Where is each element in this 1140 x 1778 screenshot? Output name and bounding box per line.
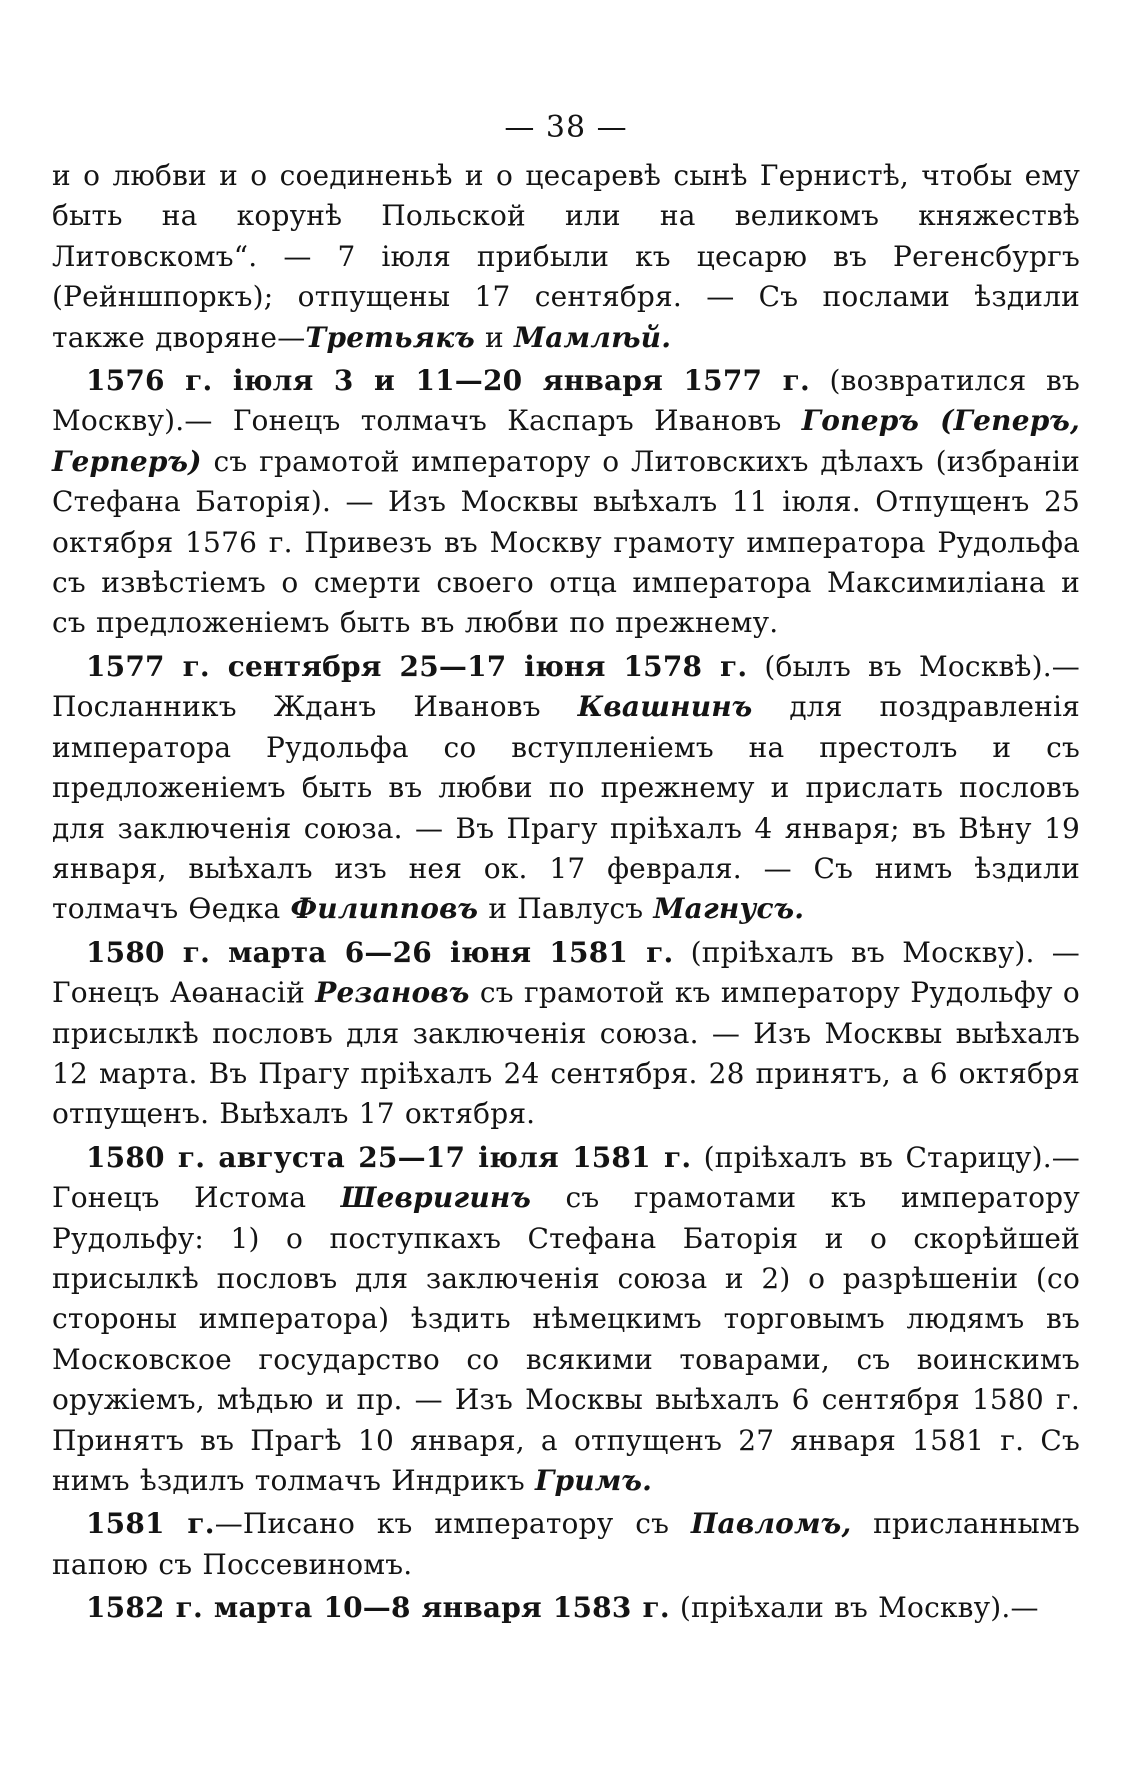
- text-run: (пріѣхалъ въ Москву). — Гонецъ Аөанасій: [52, 935, 1080, 1010]
- paragraph-p1: [52, 361, 1080, 644]
- person-name: Магнусъ.: [653, 892, 805, 926]
- text-run: (былъ въ Москвѣ).—Посланникъ Жданъ Ивановъ: [52, 649, 1080, 724]
- text-run: съ грамотой императору о Литовскихъ дѣлахъ (избраніи Стефана Баторія). — Изъ Москвы выѣхалъ 11 іюля. Отпущенъ 25 октября 1576 г. Привезъ въ Москву грамоту императора Рудольфа съ извѣстіемъ о смерти своего отца императора Максимиліана и съ предложеніемъ быть въ любви по прежнему.: [52, 444, 1080, 640]
- person-name: Шевригинъ: [340, 1181, 532, 1215]
- person-name: Филипповъ: [290, 892, 479, 926]
- person-name: Гримъ.: [534, 1464, 653, 1497]
- document-page: [52, 108, 1080, 1632]
- paragraph-p6: [52, 1588, 1080, 1628]
- text-run: (пріѣхали въ Москву).—: [669, 1591, 1039, 1625]
- person-name: Мамлѣй.: [514, 320, 672, 354]
- paragraph-p0: [52, 156, 1080, 358]
- text-run: для поздравленія императора Рудольфа со вступленіемъ на престолъ и съ предложеніемъ быть въ любви по прежнему и прислать пословъ для заключенія союза. — Въ Прагу пріѣхалъ 4 января; въ Вѣну 19 января, выѣхалъ изъ нея ок. 17 февраля. — Съ нимъ ѣздили толмачъ Өедка: [52, 690, 1080, 926]
- entry-date: 1576 г. іюля 3 и 11—20 января 1577 г.: [86, 364, 810, 398]
- text-run: —Писано къ императору съ: [214, 1507, 691, 1541]
- person-name: Резановъ: [315, 976, 470, 1010]
- paragraph-p4: [52, 1138, 1080, 1502]
- entry-date: 1581 г.: [86, 1507, 215, 1541]
- entry-date: 1582 г. марта 10—8 января 1583 г.: [86, 1591, 670, 1625]
- text-run: и о любви и о соединеньѣ и о цесаревѣ сынѣ Гернистѣ, чтобы ему быть на корунѣ Польской или на великомъ княжествѣ Литовскомъ“. — 7 іюля прибыли къ цесарю въ Регенсбургъ (Рейншпоркъ); отпущены 17 сентября. — Съ послами ѣздили также дворяне—: [52, 159, 1080, 354]
- person-name: Третьякъ: [305, 320, 475, 354]
- text-run: присланнымъ папою съ Поссевиномъ.: [52, 1507, 1080, 1581]
- entry-date: 1580 г. марта 6—26 іюня 1581 г.: [86, 935, 674, 969]
- text-run: (возвратился въ Москву).— Гонецъ толмачъ Каспаръ Ивановъ: [52, 364, 1080, 438]
- document-body: [52, 156, 1080, 1629]
- person-name: Гоперъ (Геперъ, Герперъ): [52, 404, 1080, 478]
- text-run: и Павлусъ: [478, 892, 654, 926]
- person-name: Павломъ,: [690, 1507, 852, 1541]
- text-run: съ грамотами къ императору Рудольфу: 1) о поступкахъ Стефана Баторія и о скорѣйшей присылкѣ пословъ для заключенія союза и 2) о разрѣшеніи (со стороны императора) ѣздить нѣмецкимъ торговымъ людямъ въ Московское государство со всякими товарами, съ воинскимъ оружіемъ, мѣдью и пр. — Изъ Москвы выѣхалъ 6 сентября 1580 г. Принятъ въ Прагѣ 10 января, а отпущенъ 27 января 1581 г. Съ нимъ ѣздилъ толмачъ Индрикъ: [52, 1181, 1080, 1497]
- text-run: (пріѣхалъ въ Старицу).— Гонецъ Истома: [52, 1140, 1081, 1215]
- paragraph-p3: [52, 933, 1080, 1135]
- person-name: Квашнинъ: [577, 690, 753, 724]
- text-run: и: [474, 320, 515, 354]
- entry-date: 1580 г. августа 25—17 іюля 1581 г.: [86, 1140, 692, 1174]
- paragraph-p2: [52, 647, 1080, 930]
- paragraph-p5: [52, 1504, 1080, 1585]
- entry-date: 1577 г. сентября 25—17 іюня 1578 г.: [86, 649, 748, 683]
- text-run: съ грамотой къ императору Рудольфу о присылкѣ пословъ для заключенія союза. — Изъ Москвы выѣхалъ 12 марта. Въ Прагу пріѣхалъ 24 сентября. 28 принятъ, а 6 октября отпущенъ. Выѣхалъ 17 октября.: [52, 976, 1080, 1131]
- page-number: — 38 —: [504, 110, 628, 145]
